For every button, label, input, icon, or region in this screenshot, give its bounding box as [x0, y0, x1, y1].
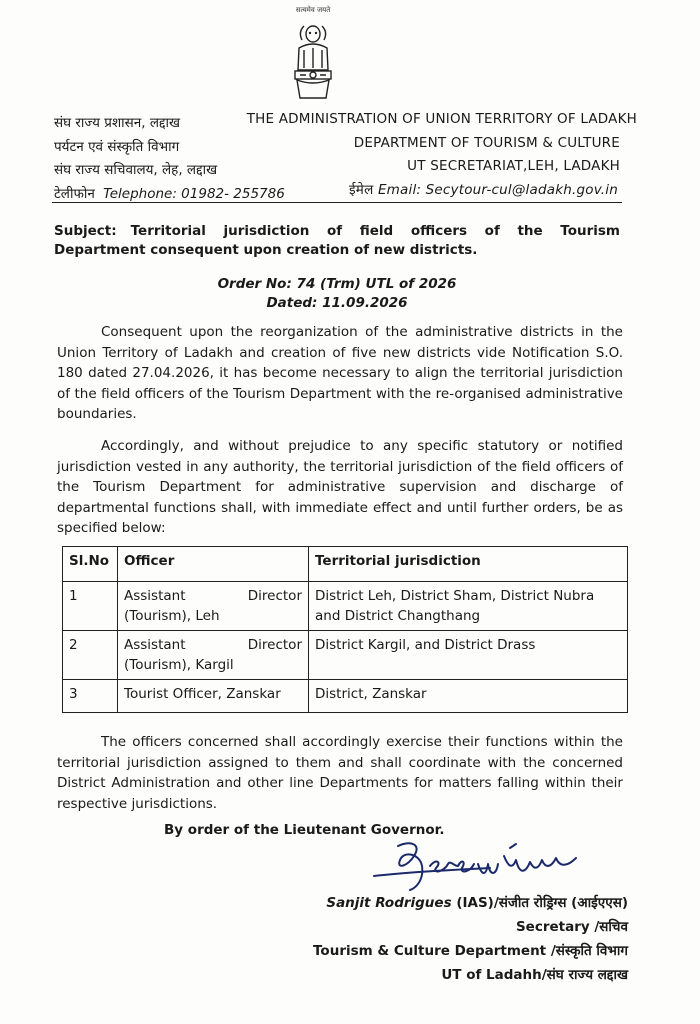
subject-label: Subject: [54, 223, 117, 239]
row-sl-no: 2 [63, 631, 118, 680]
officer-line-2: (Tourism), Leh [124, 608, 220, 624]
table-row [63, 582, 628, 631]
officer-word-2: Director [247, 637, 302, 653]
officer-word-2: Director [247, 588, 302, 604]
letterhead-divider [52, 202, 622, 203]
paragraph-2: Accordingly, and without prejudice to any specific statutory or notified jurisdiction vested in any authority, the territorial jurisdiction of the field officers of the Tourism Department for administrative supervision and discharge of departmental functions shall, with immediate effect and until further orders, be as specified below: [57, 438, 623, 536]
row-sl-no: 3 [63, 680, 118, 713]
signatory-designation: Secretary /सचिव [515, 919, 628, 935]
signatory-department: Tourism & Culture Department /संस्कृति विभाग [313, 943, 628, 959]
emblem-motto: सत्यमेव जयते [295, 6, 331, 14]
table-row [63, 631, 628, 680]
order-number: Order No: 74 (Trm) UTL of 2026 [217, 276, 457, 292]
administration-name: THE ADMINISTRATION OF UNION TERRITORY OF LADAKH [246, 111, 637, 127]
paragraph-3: The officers concerned shall accordingly exercise their functions within the territorial jurisdiction assigned to them and shall coordinate with the concerned District Administration and other line Departments for matters falling within their respective jurisdictions. [57, 734, 623, 812]
header-officer: Officer [118, 547, 309, 582]
signatory-name: Sanjit Rodrigues [326, 895, 452, 911]
signatory-name-line [313, 891, 628, 915]
letterhead-english [246, 108, 637, 202]
signatory-block [313, 891, 628, 987]
telephone-number: Telephone: 01982- 255786 [103, 185, 285, 202]
subject [54, 222, 620, 260]
lion-capital-icon [288, 18, 338, 104]
department-name: DEPARTMENT OF TOURISM & CULTURE [353, 134, 620, 151]
subject-text: Territorial jurisdiction of field officers of the Tourism Department consequent upon creation of new districts. [54, 223, 620, 258]
telephone-label-hindi: टेलीफोन [54, 185, 95, 202]
row-jurisdiction: District Leh, District Sham, District Nubra and District Changthang [309, 582, 628, 631]
row-officer [118, 631, 309, 680]
letterhead-hindi-line-1: संघ राज्य प्रशासन, लद्दाख [54, 115, 181, 131]
letterhead-hindi-line-2: पर्यटन एवं संस्कृति विभाग [54, 138, 180, 155]
by-order-line: By order of the Lieutenant Governor. [164, 822, 445, 838]
jurisdiction-table [62, 546, 628, 713]
email-address: Secytour-cul@ladakh.gov.in [425, 181, 618, 198]
officer-word-1: Assistant [124, 588, 186, 604]
row-sl-no: 1 [63, 582, 118, 631]
secretariat-address: UT SECRETARIAT,LEH, LADAKH [407, 158, 620, 174]
officer-line-2: (Tourism), Kargil [124, 657, 234, 673]
letterhead-hindi-line-3: संघ राज्य सचिवालय, लेह, लद्दाख [54, 162, 218, 178]
row-officer [118, 582, 309, 631]
row-jurisdiction: District Kargil, and District Drass [309, 631, 628, 680]
table-row [63, 680, 628, 713]
table-header-row [63, 547, 628, 582]
signatory-territory: UT of Ladahh/संघ राज्य लद्दाख [441, 967, 628, 983]
row-officer: Tourist Officer, Zanskar [118, 680, 309, 713]
header-jurisdiction: Territorial jurisdiction [309, 547, 628, 582]
header-sl-no: Sl.No [63, 547, 118, 582]
email-label-hindi: ईमेल [348, 181, 374, 198]
email-label: Email: [377, 181, 422, 198]
email-line [247, 179, 618, 203]
officer-word-1: Assistant [124, 637, 186, 653]
paragraph-1: Consequent upon the reorganization of the administrative districts in the Union Territory of Ladakh and creation of five new districts vide Notification S.O. 180 dated 27.04.2026, it has become necessary to align the territorial jurisdiction of the field officers of the Tourism Department with the re-organised administrative boundaries. [57, 324, 623, 422]
state-emblem [278, 6, 348, 106]
row-jurisdiction: District, Zanskar [309, 680, 628, 713]
order-date: Dated: 11.09.2026 [266, 295, 408, 311]
signatory-name-suffix: (IAS)/संजीत रोड्रिग्स (आईएएस) [456, 895, 628, 911]
